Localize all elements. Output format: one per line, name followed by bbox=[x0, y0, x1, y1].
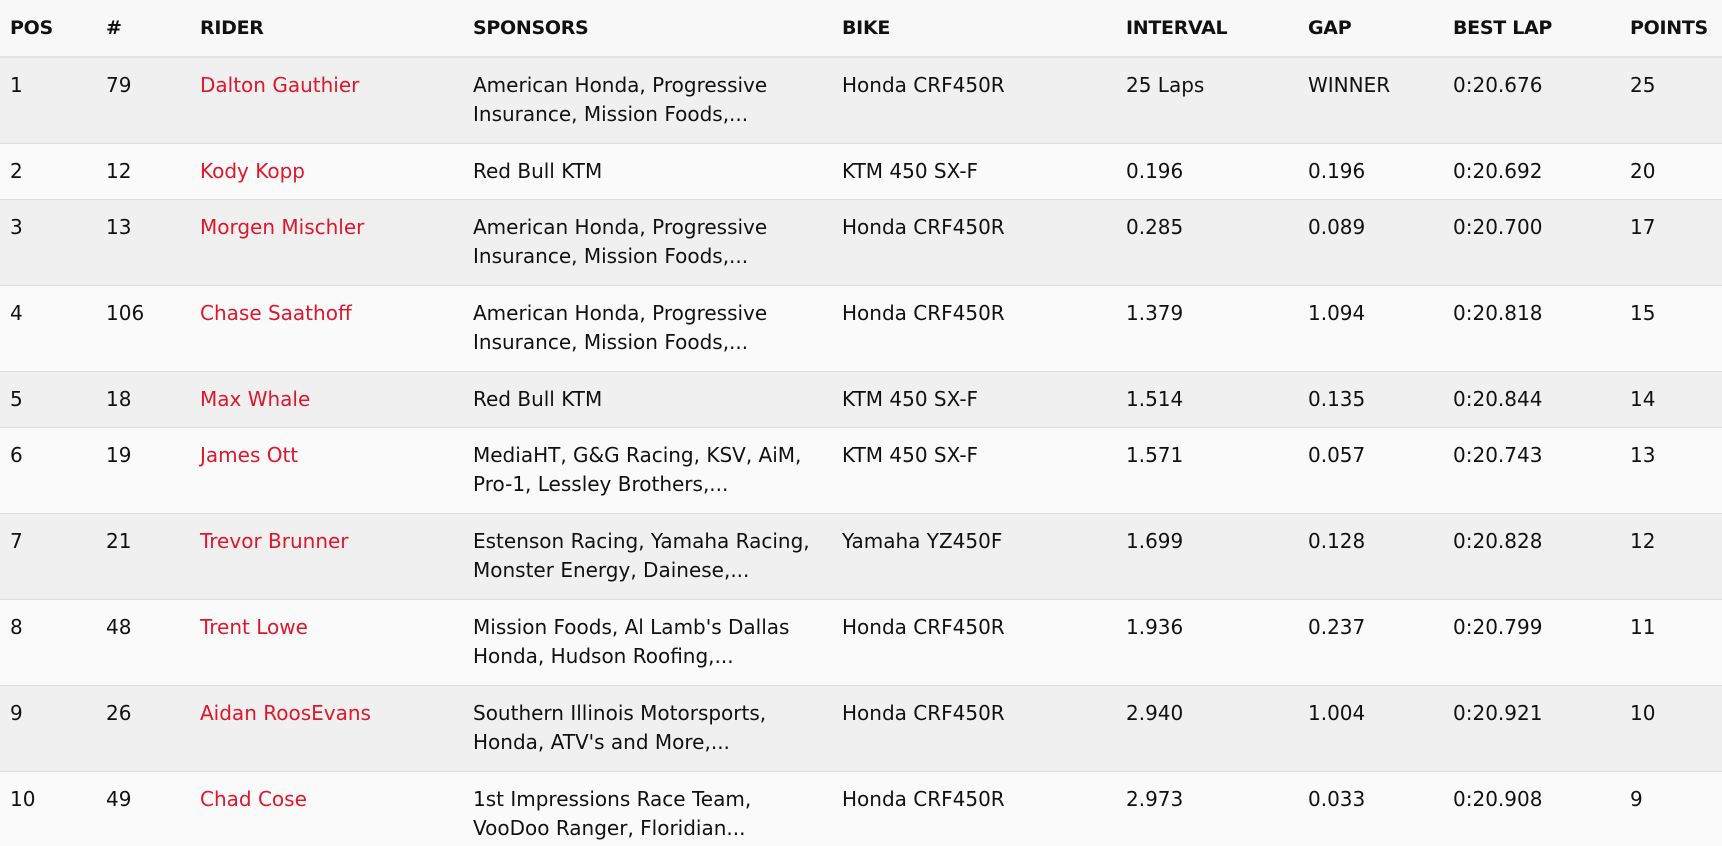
cell-sponsors bbox=[463, 144, 832, 200]
column-header-interval: INTERVAL bbox=[1116, 0, 1298, 57]
column-header-gap: GAP bbox=[1298, 0, 1443, 57]
cell-bike: Honda CRF450R bbox=[832, 686, 1116, 772]
cell-gap: 0.089 bbox=[1298, 200, 1443, 286]
cell-bike: KTM 450 SX-F bbox=[832, 144, 1116, 200]
sponsor-text: Southern Illinois Motorsports, Honda, ATV's and More,... bbox=[473, 701, 767, 754]
cell-gap: 0.128 bbox=[1298, 514, 1443, 600]
sponsor-text: Red Bull KTM bbox=[473, 159, 603, 183]
table-row bbox=[0, 428, 1722, 514]
cell-interval: 2.940 bbox=[1116, 686, 1298, 772]
cell-sponsors bbox=[463, 200, 832, 286]
cell-number: 18 bbox=[96, 372, 190, 428]
cell-gap: 0.135 bbox=[1298, 372, 1443, 428]
cell-gap: 0.196 bbox=[1298, 144, 1443, 200]
cell-sponsors bbox=[463, 600, 832, 686]
cell-sponsors bbox=[463, 372, 832, 428]
cell-pos: 1 bbox=[0, 57, 96, 144]
table-row bbox=[0, 514, 1722, 600]
cell-points: 9 bbox=[1620, 772, 1722, 846]
cell-pos: 4 bbox=[0, 286, 96, 372]
rider-link[interactable]: Max Whale bbox=[200, 387, 311, 411]
cell-rider bbox=[190, 372, 463, 428]
cell-interval: 1.936 bbox=[1116, 600, 1298, 686]
cell-best-lap: 0:20.700 bbox=[1443, 200, 1620, 286]
cell-interval: 0.196 bbox=[1116, 144, 1298, 200]
rider-link[interactable]: Chad Cose bbox=[200, 787, 307, 811]
cell-sponsors bbox=[463, 57, 832, 144]
cell-interval: 2.973 bbox=[1116, 772, 1298, 846]
cell-best-lap: 0:20.818 bbox=[1443, 286, 1620, 372]
cell-rider bbox=[190, 686, 463, 772]
cell-sponsors bbox=[463, 286, 832, 372]
sponsor-text: American Honda, Progressive Insurance, Mission Foods,... bbox=[473, 301, 768, 354]
cell-number: 26 bbox=[96, 686, 190, 772]
cell-rider bbox=[190, 57, 463, 144]
cell-points: 14 bbox=[1620, 372, 1722, 428]
sponsor-text: Mission Foods, Al Lamb's Dallas Honda, Hudson Roofing,... bbox=[473, 615, 790, 668]
cell-gap: 0.237 bbox=[1298, 600, 1443, 686]
cell-pos: 2 bbox=[0, 144, 96, 200]
cell-gap: 0.057 bbox=[1298, 428, 1443, 514]
cell-best-lap: 0:20.908 bbox=[1443, 772, 1620, 846]
cell-interval: 1.379 bbox=[1116, 286, 1298, 372]
column-header-bike: BIKE bbox=[832, 0, 1116, 57]
cell-points: 10 bbox=[1620, 686, 1722, 772]
sponsor-text: 1st Impressions Race Team, VooDoo Ranger, Floridian... bbox=[473, 787, 752, 840]
column-header-number: # bbox=[96, 0, 190, 57]
cell-gap: 1.004 bbox=[1298, 686, 1443, 772]
cell-number: 19 bbox=[96, 428, 190, 514]
sponsor-text: American Honda, Progressive Insurance, Mission Foods,... bbox=[473, 215, 768, 268]
cell-bike: Honda CRF450R bbox=[832, 772, 1116, 846]
table-row bbox=[0, 372, 1722, 428]
cell-number: 13 bbox=[96, 200, 190, 286]
rider-link[interactable]: James Ott bbox=[200, 443, 299, 467]
sponsor-text: MediaHT, G&G Racing, KSV, AiM, Pro-1, Lessley Brothers,... bbox=[473, 443, 802, 496]
cell-best-lap: 0:20.799 bbox=[1443, 600, 1620, 686]
cell-number: 49 bbox=[96, 772, 190, 846]
cell-gap: 0.033 bbox=[1298, 772, 1443, 846]
cell-rider bbox=[190, 428, 463, 514]
column-header-rider: RIDER bbox=[190, 0, 463, 57]
column-header-best-lap: BEST LAP bbox=[1443, 0, 1620, 57]
table-row bbox=[0, 686, 1722, 772]
column-header-points: POINTS bbox=[1620, 0, 1722, 57]
cell-bike: Honda CRF450R bbox=[832, 286, 1116, 372]
cell-interval: 1.514 bbox=[1116, 372, 1298, 428]
cell-interval: 0.285 bbox=[1116, 200, 1298, 286]
cell-best-lap: 0:20.743 bbox=[1443, 428, 1620, 514]
cell-sponsors bbox=[463, 686, 832, 772]
cell-sponsors bbox=[463, 772, 832, 846]
header-row bbox=[0, 0, 1722, 57]
cell-points: 13 bbox=[1620, 428, 1722, 514]
rider-link[interactable]: Kody Kopp bbox=[200, 159, 305, 183]
rider-link[interactable]: Aidan RoosEvans bbox=[200, 701, 371, 725]
table-row bbox=[0, 600, 1722, 686]
cell-rider bbox=[190, 144, 463, 200]
cell-pos: 5 bbox=[0, 372, 96, 428]
cell-number: 48 bbox=[96, 600, 190, 686]
cell-sponsors bbox=[463, 428, 832, 514]
rider-link[interactable]: Trent Lowe bbox=[200, 615, 308, 639]
cell-number: 21 bbox=[96, 514, 190, 600]
column-header-pos: POS bbox=[0, 0, 96, 57]
cell-number: 12 bbox=[96, 144, 190, 200]
cell-pos: 10 bbox=[0, 772, 96, 846]
cell-bike: Honda CRF450R bbox=[832, 200, 1116, 286]
cell-rider bbox=[190, 200, 463, 286]
column-header-sponsors: SPONSORS bbox=[463, 0, 832, 57]
sponsor-text: American Honda, Progressive Insurance, Mission Foods,... bbox=[473, 73, 768, 126]
cell-interval: 1.699 bbox=[1116, 514, 1298, 600]
rider-link[interactable]: Trevor Brunner bbox=[200, 529, 349, 553]
cell-best-lap: 0:20.676 bbox=[1443, 57, 1620, 144]
cell-bike: Honda CRF450R bbox=[832, 57, 1116, 144]
cell-points: 20 bbox=[1620, 144, 1722, 200]
cell-rider bbox=[190, 286, 463, 372]
cell-rider bbox=[190, 514, 463, 600]
cell-best-lap: 0:20.692 bbox=[1443, 144, 1620, 200]
cell-rider bbox=[190, 600, 463, 686]
cell-sponsors bbox=[463, 514, 832, 600]
table-row bbox=[0, 144, 1722, 200]
cell-rider bbox=[190, 772, 463, 846]
cell-points: 17 bbox=[1620, 200, 1722, 286]
cell-pos: 9 bbox=[0, 686, 96, 772]
cell-interval: 1.571 bbox=[1116, 428, 1298, 514]
table-header bbox=[0, 0, 1722, 57]
sponsor-text: Estenson Racing, Yamaha Racing, Monster Energy, Dainese,... bbox=[473, 529, 810, 582]
table-row bbox=[0, 200, 1722, 286]
cell-interval: 25 Laps bbox=[1116, 57, 1298, 144]
cell-points: 12 bbox=[1620, 514, 1722, 600]
table-row bbox=[0, 772, 1722, 846]
cell-bike: KTM 450 SX-F bbox=[832, 372, 1116, 428]
rider-link[interactable]: Chase Saathoff bbox=[200, 301, 352, 325]
cell-bike: KTM 450 SX-F bbox=[832, 428, 1116, 514]
cell-pos: 7 bbox=[0, 514, 96, 600]
cell-number: 106 bbox=[96, 286, 190, 372]
cell-bike: Yamaha YZ450F bbox=[832, 514, 1116, 600]
cell-points: 11 bbox=[1620, 600, 1722, 686]
table-row bbox=[0, 57, 1722, 144]
cell-points: 15 bbox=[1620, 286, 1722, 372]
cell-best-lap: 0:20.828 bbox=[1443, 514, 1620, 600]
cell-number: 79 bbox=[96, 57, 190, 144]
cell-best-lap: 0:20.844 bbox=[1443, 372, 1620, 428]
cell-bike: Honda CRF450R bbox=[832, 600, 1116, 686]
cell-points: 25 bbox=[1620, 57, 1722, 144]
table-body bbox=[0, 57, 1722, 846]
table-row bbox=[0, 286, 1722, 372]
rider-link[interactable]: Morgen Mischler bbox=[200, 215, 365, 239]
cell-gap: 1.094 bbox=[1298, 286, 1443, 372]
cell-pos: 6 bbox=[0, 428, 96, 514]
cell-gap: WINNER bbox=[1298, 57, 1443, 144]
cell-pos: 8 bbox=[0, 600, 96, 686]
rider-link[interactable]: Dalton Gauthier bbox=[200, 73, 360, 97]
sponsor-text: Red Bull KTM bbox=[473, 387, 603, 411]
cell-pos: 3 bbox=[0, 200, 96, 286]
cell-best-lap: 0:20.921 bbox=[1443, 686, 1620, 772]
